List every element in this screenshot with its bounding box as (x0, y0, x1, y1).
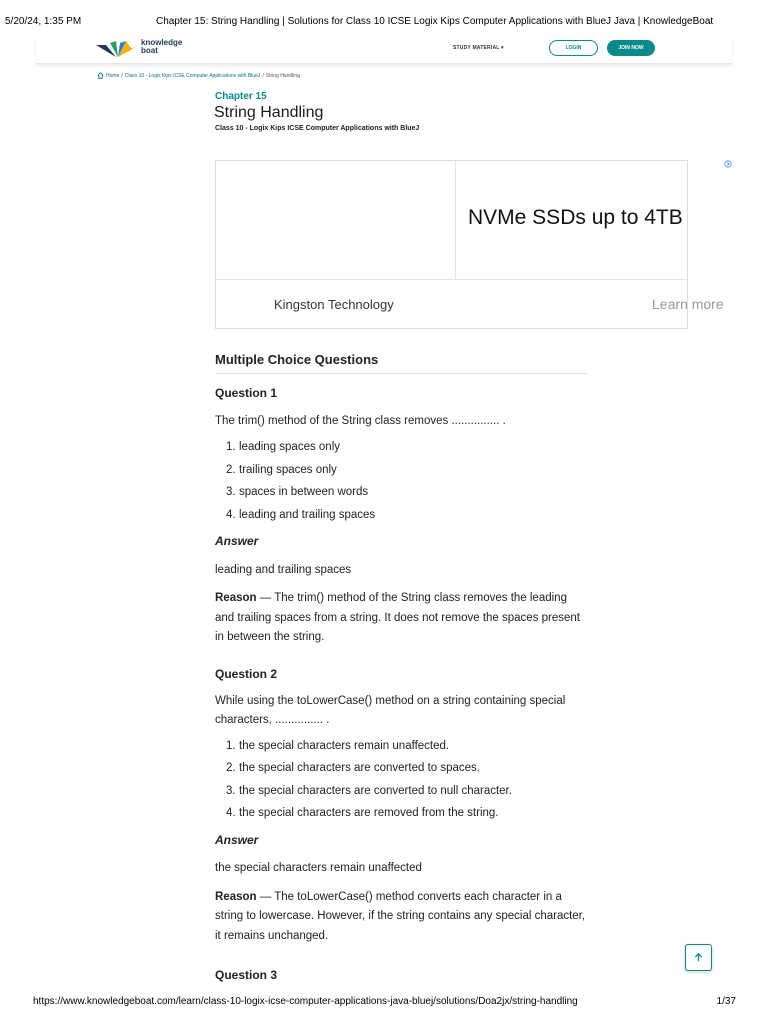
section-title: Multiple Choice Questions (215, 352, 379, 367)
ad-headline[interactable]: NVMe SSDs up to 4TB (468, 206, 683, 229)
option-item: 1. leading spaces only (226, 441, 341, 453)
question-text: The trim() method of the String class removes ............... . (215, 414, 506, 427)
answer-heading: Answer (215, 832, 259, 847)
ad-info-icon[interactable] (724, 160, 732, 168)
study-material-label: STUDY MATERIAL (453, 45, 500, 51)
chapter-label: Chapter 15 (215, 91, 267, 102)
chevron-down-icon: ▾ (501, 45, 504, 51)
ad-cta[interactable]: Learn more (652, 296, 724, 312)
breadcrumb-book[interactable]: Class 10 - Logix Kips ICSE Computer Applications with BlueJ (124, 72, 261, 79)
site-navbar (36, 36, 732, 64)
logo-wordmark[interactable] (141, 39, 182, 55)
breadcrumb (97, 72, 300, 79)
print-title: Chapter 15: String Handling | Solutions for Class 10 ICSE Logix Kips Computer Applications with BlueJ Java | KnowledgeBoat (156, 16, 714, 27)
answer-heading: Answer (215, 534, 259, 548)
arrow-up-icon (693, 952, 704, 963)
page-subtitle: Class 10 - Logix Kips ICSE Computer Applications with BlueJ (215, 125, 420, 132)
option-item: 1. the special characters remain unaffected. (226, 739, 450, 752)
option-item: 4. the special characters are removed from the string. (226, 807, 499, 819)
ad-brand[interactable]: Kingston Technology (274, 297, 394, 312)
reason-text (215, 888, 587, 947)
option-item: 3. the special characters are converted to null character. (226, 784, 512, 797)
section-divider (215, 373, 587, 374)
breadcrumb-home[interactable]: Home (106, 72, 120, 79)
page-title: String Handling (214, 104, 324, 121)
advertisement-banner[interactable] (215, 160, 724, 329)
question-block (215, 966, 587, 986)
home-icon[interactable] (97, 72, 104, 79)
answer-text: leading and trailing spaces (215, 563, 352, 576)
option-list (215, 436, 587, 526)
print-url: https://www.knowledgeboat.com/learn/class-10-logix-icse-computer-applications-java-bluej/solutions/Doa2jx/string-handling (33, 996, 578, 1007)
reason-label: Reason (215, 890, 257, 903)
question-heading: Question 1 (215, 386, 278, 400)
reason-text (215, 589, 587, 648)
option-item: 2. trailing spaces only (226, 463, 337, 476)
breadcrumb-current: String Handling (265, 72, 300, 79)
reason-body: — The trim() method of the String class removes the leading and trailing spaces from a string. It does not remove the spaces present in between the string. (215, 592, 580, 643)
option-item: 3. spaces in between words (226, 486, 369, 498)
breadcrumb-separator: / (121, 72, 123, 79)
print-datetime: 5/20/24, 1:35 PM (5, 16, 82, 27)
reason-label: Reason (215, 592, 257, 604)
question-block (215, 665, 587, 946)
print-page-number: 1/37 (716, 996, 736, 1007)
question-text: While using the toLowerCase() method on a string containing special characters, ............... . (215, 694, 566, 726)
study-material-menu[interactable] (453, 45, 504, 51)
join-now-button[interactable]: JOIN NOW (607, 40, 655, 56)
option-list (215, 735, 587, 825)
reason-body: — The toLowerCase() method converts each character in a string to lowercase. However, if the string contains any special character, it remains unchanged. (215, 890, 586, 942)
option-item: 4. leading and trailing spaces (226, 508, 376, 521)
question-block (215, 384, 587, 648)
scroll-to-top-button[interactable] (685, 944, 712, 971)
ad-divider-horizontal (216, 279, 687, 280)
question-heading: Question 2 (215, 667, 278, 681)
breadcrumb-separator: / (262, 72, 264, 79)
logo-line-1: knowledge (141, 38, 183, 47)
option-item: 2. the special characters are converted to spaces. (226, 762, 480, 774)
login-button[interactable]: LOGIN (549, 40, 598, 56)
question-heading: Question 3 (215, 968, 278, 982)
answer-text: the special characters remain unaffected (215, 862, 422, 874)
knowledgeboat-logo-icon[interactable] (96, 39, 140, 59)
ad-divider-vertical (455, 161, 456, 279)
logo-line-2: boat (141, 46, 158, 55)
